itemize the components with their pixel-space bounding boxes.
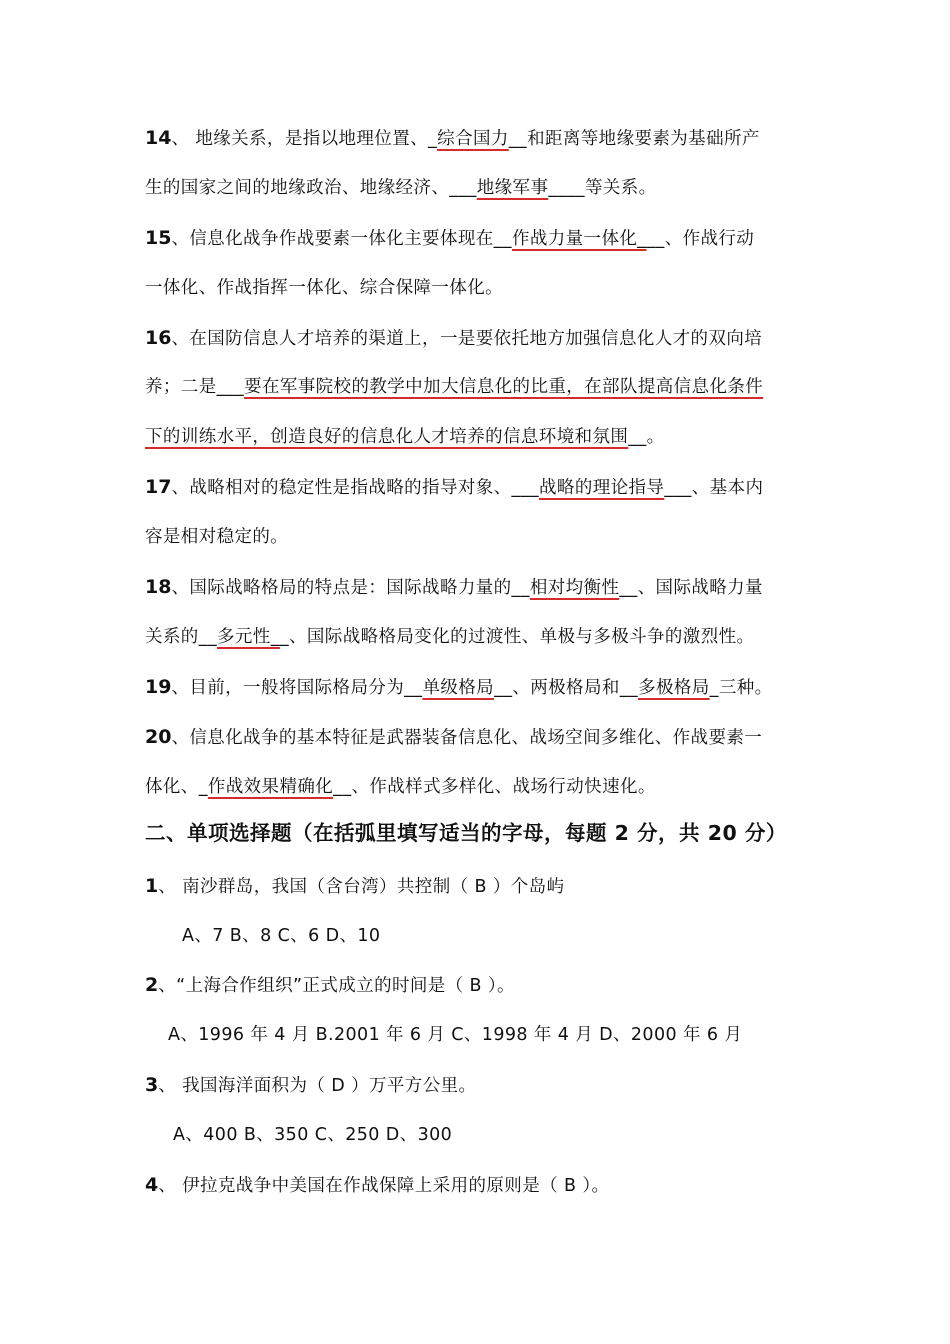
q16-text-a: 、在国防信息人才培养的渠道上，一是要依托地方加强信息化人才的双向培 [171,329,763,349]
mc1-question [145,874,564,899]
q18-text-a: 、国际战略格局的特点是：国际战略力量的__ [171,578,530,598]
q18-answer-2: 多元性_ [217,627,280,647]
q17-line-1 [145,475,763,500]
q16-answer-part-2: 下的训练水平，创造良好的信息化人才培养的信息环境和氛围 [145,427,629,447]
q16-text-c: __。 [628,427,665,447]
q14-text-c: 生的国家之间的地缘政治、地缘经济、___ [145,178,477,198]
section-2-heading-total: 20 [707,821,738,845]
q20-text-a: 、信息化战争的基本特征是武器装备信息化、战场空间多维化、作战要素一 [171,728,763,748]
q15-line-1 [145,226,754,251]
mc2-text: 、“上海合作组织”正式成立的时间是（ B ）。 [158,976,515,996]
q16-line-3 [145,425,665,449]
q18-line-2 [145,625,754,649]
mc4-question [145,1173,609,1198]
mc2-question [145,973,515,998]
q16-line-1 [145,326,762,351]
q14-text-d: ____等关系。 [548,178,657,198]
q17-text-c: 容是相对稳定的。 [145,527,289,547]
q16-line-2 [145,375,763,399]
mc3-number: 3 [145,1074,159,1096]
q19-answer-1: 单级格局 [422,678,495,698]
q20-answer: 作战效果精确化 [207,777,334,797]
q20-text-b: 体化、_ [145,777,208,797]
q17-text-a: 、战略相对的稳定性是指战略的指导对象、___ [171,478,540,498]
section-2-heading-b: 分，共 [629,821,708,845]
q17-answer: 战略的理论指导 [539,478,665,498]
q14-line-2 [145,176,657,200]
q16-number: 16 [145,327,172,349]
mc3-question [145,1073,476,1098]
q19-text-a: 、目前，一般将国际格局分为__ [171,678,423,698]
q14-number: 14 [145,127,172,149]
q18-number: 18 [145,576,172,598]
mc1-options: A、7 B、8 C、6 D、10 [182,926,381,946]
q19-number: 19 [145,676,172,698]
q14-text-b: __和距离等地缘要素为基础所产 [508,129,760,149]
mc2-number: 2 [145,974,159,996]
q18-text-b: __、国际战略力量 [619,578,763,598]
section-2-heading-points: 2 [614,821,630,845]
q19-text-b: __、两极格局和__ [494,678,639,698]
section-2-heading-a: 二、单项选择题（在括弧里填写适当的字母，每题 [145,821,615,845]
q17-line-2 [145,525,288,549]
q18-answer-1: 相对均衡性 [529,578,620,598]
q20-line-1 [145,725,762,750]
mc2-options: A、1996 年 4 月 B.2001 年 6 月 C、1998 年 4 月 D、2000 年 6 月 [168,1025,743,1045]
mc1-number: 1 [145,875,159,897]
q15-text-c: 一体化、作战指挥一体化、综合保障一体化。 [145,278,503,298]
mc3-options: A、400 B、350 C、250 D、300 [173,1125,453,1145]
q20-line-2 [145,775,656,799]
q19-line [145,675,773,700]
mc4-number: 4 [145,1174,159,1196]
q19-text-c: _三种。 [709,678,773,698]
section-2-heading [145,821,787,845]
section-2-heading-c: 分） [737,821,787,845]
q19-answer-2: 多极格局 [638,678,710,698]
q18-line-1 [145,575,763,600]
q15-text-a: 、信息化战争作战要素一体化主要体现在__ [171,229,512,249]
q17-number: 17 [145,476,172,498]
q14-answer-1: 综合国力 [437,129,509,149]
mc4-text: 、 伊拉克战争中美国在作战保障上采用的原则是（ B ）。 [158,1176,610,1196]
mc3-text: 、 我国海洋面积为（ D ）万平方公里。 [158,1076,477,1096]
q18-text-c: 关系的__ [145,627,217,647]
mc1-text: 、 南沙群岛，我国（含台湾）共控制（ B ）个岛屿 [158,877,565,897]
q16-text-b: 养；二是___ [145,377,245,397]
q14-text-a: 、 地缘关系，是指以地理位置、_ [171,129,438,149]
q17-text-b: ___、基本内 [664,478,764,498]
q15-text-b: __、作战行动 [646,229,755,249]
q20-text-c: __、作战样式多样化、战场行动快速化。 [333,777,656,797]
q15-answer: 作战力量一体化_ [511,229,647,249]
q20-number: 20 [145,726,172,748]
q15-number: 15 [145,227,172,249]
q14-line-1 [145,126,760,151]
q15-line-2 [145,276,503,300]
q18-text-d: _、国际战略格局变化的过渡性、单极与多极斗争的激烈性。 [279,627,755,647]
q14-answer-2: 地缘军事 [476,178,549,198]
q16-answer-part-1: 要在军事院校的教学中加大信息化的比重，在部队提高信息化条件 [244,377,764,397]
